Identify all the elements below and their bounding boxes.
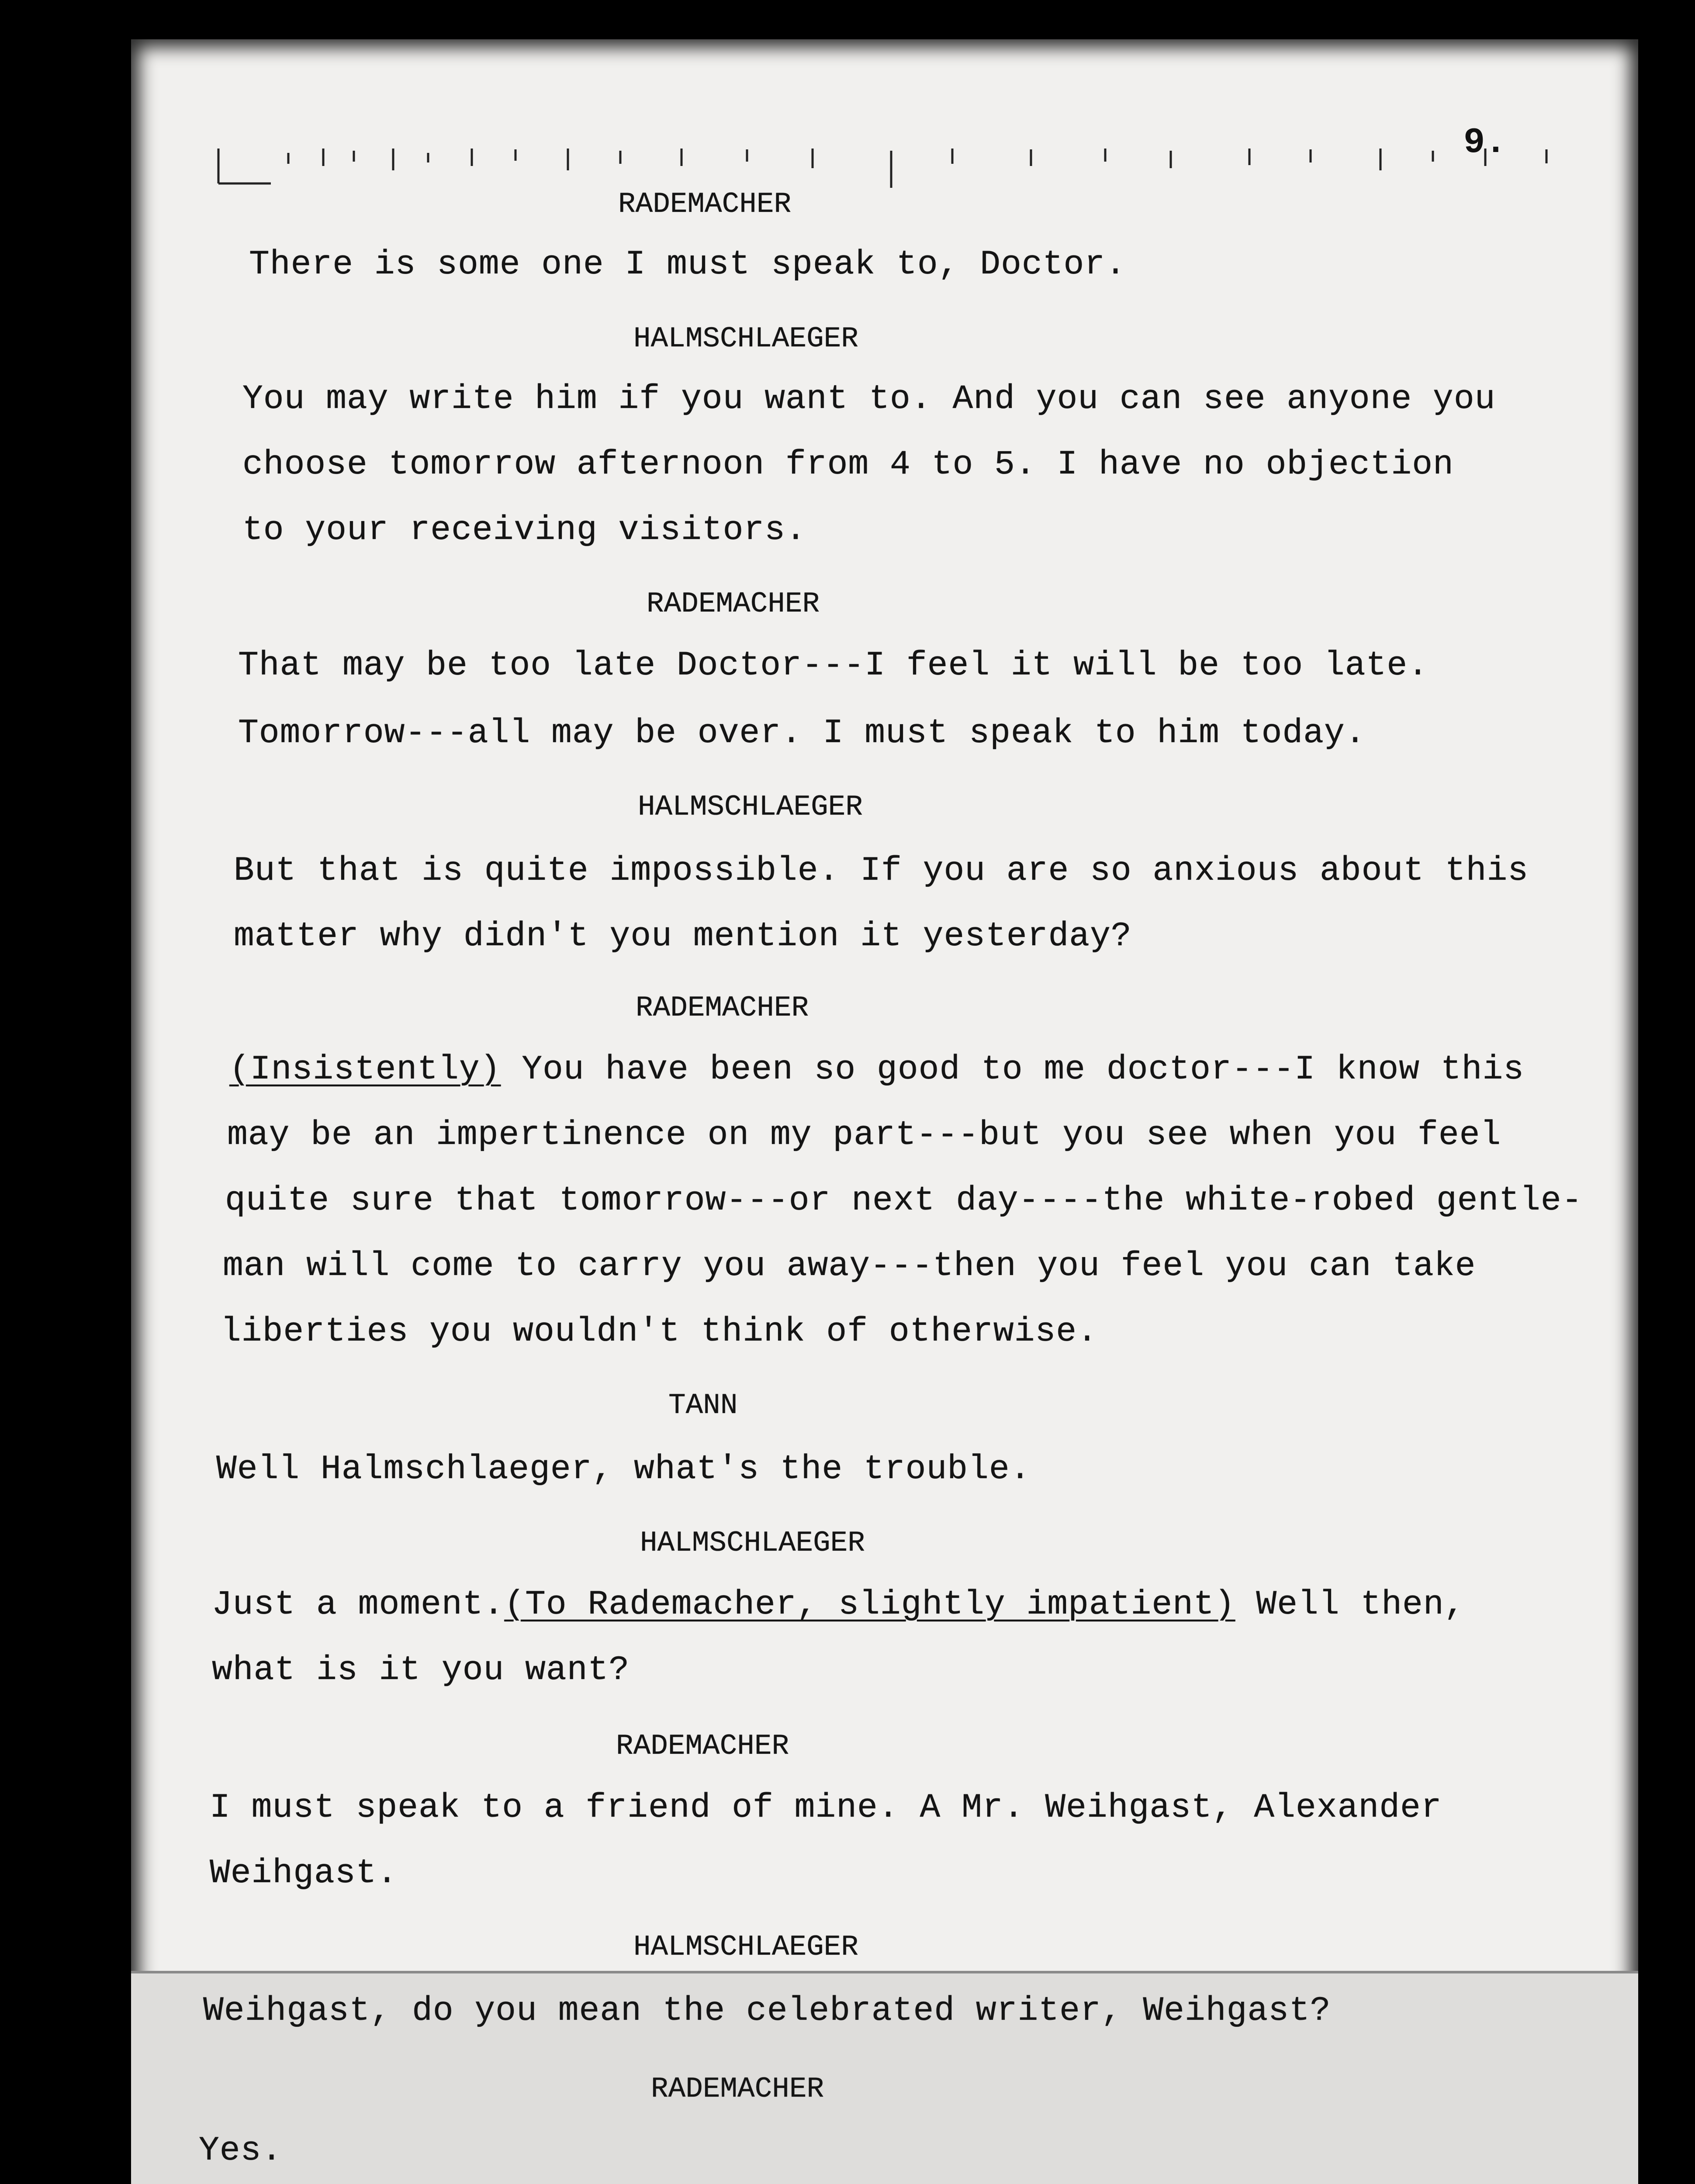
speaker-name: HALMSCHLAEGER: [638, 791, 863, 823]
dialogue-line: liberties you wouldn't think of otherwise.: [221, 1313, 1098, 1351]
speaker-name: HALMSCHLAEGER: [633, 1931, 858, 1963]
dialogue-line: what is it you want?: [212, 1651, 630, 1690]
dialogue-line: [229, 1051, 1524, 1089]
dialogue-text: You have been so good to me doctor---I know this: [501, 1051, 1525, 1089]
dialogue-line: Well Halmschlaeger, what's the trouble.: [216, 1450, 1031, 1489]
speaker-name: TANN: [668, 1389, 738, 1422]
top-margin-marks: [210, 131, 1564, 192]
speaker-name: HALMSCHLAEGER: [640, 1527, 865, 1559]
dialogue-text: Well then,: [1235, 1586, 1465, 1624]
dialogue-line: You may write him if you want to. And you can see anyone you: [242, 380, 1496, 418]
speaker-name: RADEMACHER: [647, 587, 820, 620]
dialogue-line: to your receiving visitors.: [242, 511, 806, 549]
dialogue-line: Weihgast, do you mean the celebrated writer, Weihgast?: [203, 1992, 1331, 2030]
stage-direction: (Insistently): [229, 1051, 501, 1089]
dialogue-line: Weihgast.: [210, 1854, 398, 1893]
dialogue-line: choose tomorrow afternoon from 4 to 5. I have no objection: [242, 446, 1454, 484]
stage-direction: (To Rademacher, slightly impatient): [504, 1586, 1235, 1624]
speaker-name: RADEMACHER: [651, 2073, 824, 2105]
dialogue-line: But that is quite impossible. If you are so anxious about this: [234, 852, 1529, 890]
dialogue-line: matter why didn't you mention it yesterday?: [234, 917, 1132, 956]
dialogue-line: man will come to carry you away---then you feel you can take: [223, 1247, 1476, 1286]
page-number: 9.: [1463, 122, 1507, 163]
dialogue-text: Just a moment.: [212, 1586, 505, 1624]
dialogue-line: There is some one I must speak to, Doctor.: [249, 245, 1126, 284]
speaker-name: RADEMACHER: [616, 1730, 789, 1762]
dialogue-line: Yes.: [199, 2132, 283, 2170]
dialogue-line: quite sure that tomorrow---or next day----the white-robed gentle-: [225, 1182, 1583, 1220]
dialogue-line: may be an impertinence on my part---but you see when you feel: [227, 1116, 1501, 1154]
dialogue-line: I must speak to a friend of mine. A Mr. Weihgast, Alexander: [210, 1789, 1442, 1827]
speaker-name: RADEMACHER: [618, 188, 792, 221]
dialogue-line: That may be too late Doctor---I feel it will be too late.: [238, 646, 1429, 685]
dialogue-line: Tomorrow---all may be over. I must speak to him today.: [238, 714, 1366, 753]
speaker-name: RADEMACHER: [636, 992, 809, 1024]
speaker-name: HALMSCHLAEGER: [633, 322, 858, 355]
dialogue-line: [212, 1586, 1465, 1624]
